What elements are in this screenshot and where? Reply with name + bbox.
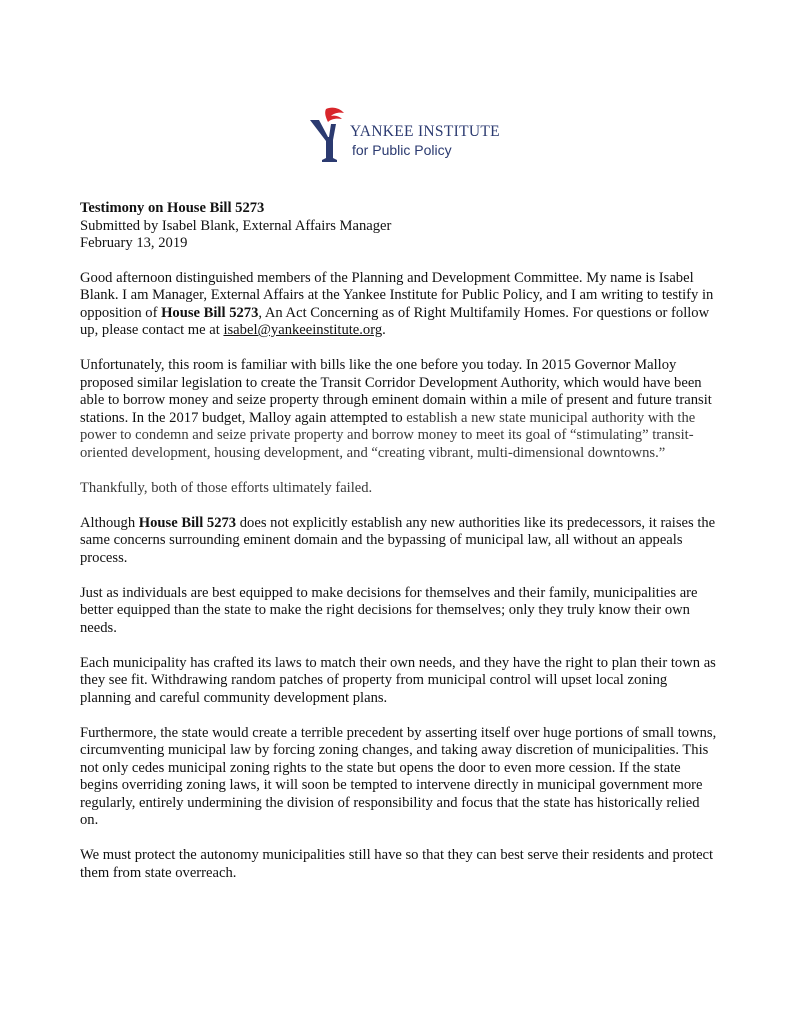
paragraph-municipal-laws: Each municipality has crafted its laws to match their own needs, and they have the right to plan their town as they see fit. Withdrawing random patches of property from municipal control will upset local zoning planning and careful community development plans. <box>80 654 716 706</box>
paragraph-concerns <box>80 515 720 568</box>
paragraph-history <box>80 357 720 462</box>
paragraph-precedent: Furthermore, the state would create a terrible precedent by asserting itself over huge portions of small towns, circumventing municipal law by forcing zoning changes, and taking away discretion of municipalities. This not only cedes municipal zoning rights to the state but opens the door to even more cession. If the state begins overriding zoning laws, it will soon be tempted to intervene directly in municipal government more regularly, entirely undermining the division of responsibility and focus that the state has historically relied on. <box>80 724 717 828</box>
testimony-date: February 13, 2019 <box>80 235 188 251</box>
history-text-a: Unfortunately, this room is familiar with bills like the one before you today. In 2015 Governor Malloy proposed similar legislation to create the Transit Corridor Development Authority, which would have been able to borrow money and seize property through eminent domain within a mile of present and future transit stations. In the 2017 budget, Malloy again attempted to <box>80 357 712 426</box>
testimony-body <box>80 200 720 900</box>
concerns-text-a: Although <box>80 514 139 531</box>
torch-y-logo-icon <box>306 106 352 166</box>
intro-text-c: . <box>382 322 386 338</box>
paragraph-intro <box>80 270 720 340</box>
intro-text-b: , An Act Concerning as of Right Multifamily Homes. For questions or follow up, please contact me at <box>80 304 710 338</box>
submitted-by: Submitted by Isabel Blank, External Affairs Manager <box>80 217 392 234</box>
paragraph-conclusion: We must protect the autonomy municipalities still have so that they can best serve their residents and protect them from state overreach. <box>80 847 714 881</box>
intro-text-a: Good afternoon distinguished members of the Planning and Development Committee. My name is Isabel Blank. I am Manager, External Affairs at the Yankee Institute for Public Policy, and I am writing to testify in opposition of <box>80 269 714 321</box>
concerns-text-b: does not explicitly establish any new authorities like its predecessors, it raises the same concerns surrounding eminent domain and the bypassing of municipal law, all without an appeals process. <box>80 514 716 566</box>
paragraph-individuals: Just as individuals are best equipped to make decisions for themselves and their family, municipalities are better equipped than the state to make the right decisions for themselves; only they truly know their own needs. <box>80 584 698 636</box>
bill-number: House Bill 5273 <box>138 514 237 531</box>
logo-name: YANKEE INSTITUTE <box>350 123 500 140</box>
history-text-b: establish a new state municipal authority with the power to condemn and seize private property and borrow money to meet its goal of “stimulating” transit-oriented development, housing development, and “creating vibrant, multi-dimensional downtowns.” <box>80 409 696 461</box>
contact-email-link[interactable]: isabel@yankeeinstitute.org <box>223 322 383 338</box>
testimony-header <box>80 200 720 253</box>
testimony-title: Testimony on House Bill 5273 <box>80 200 265 216</box>
bill-number: House Bill 5273 <box>161 304 259 321</box>
yankee-institute-logo <box>306 106 506 166</box>
paragraph-failed: Thankfully, both of those efforts ultimately failed. <box>80 479 373 496</box>
logo-tagline: for Public Policy <box>352 142 452 158</box>
